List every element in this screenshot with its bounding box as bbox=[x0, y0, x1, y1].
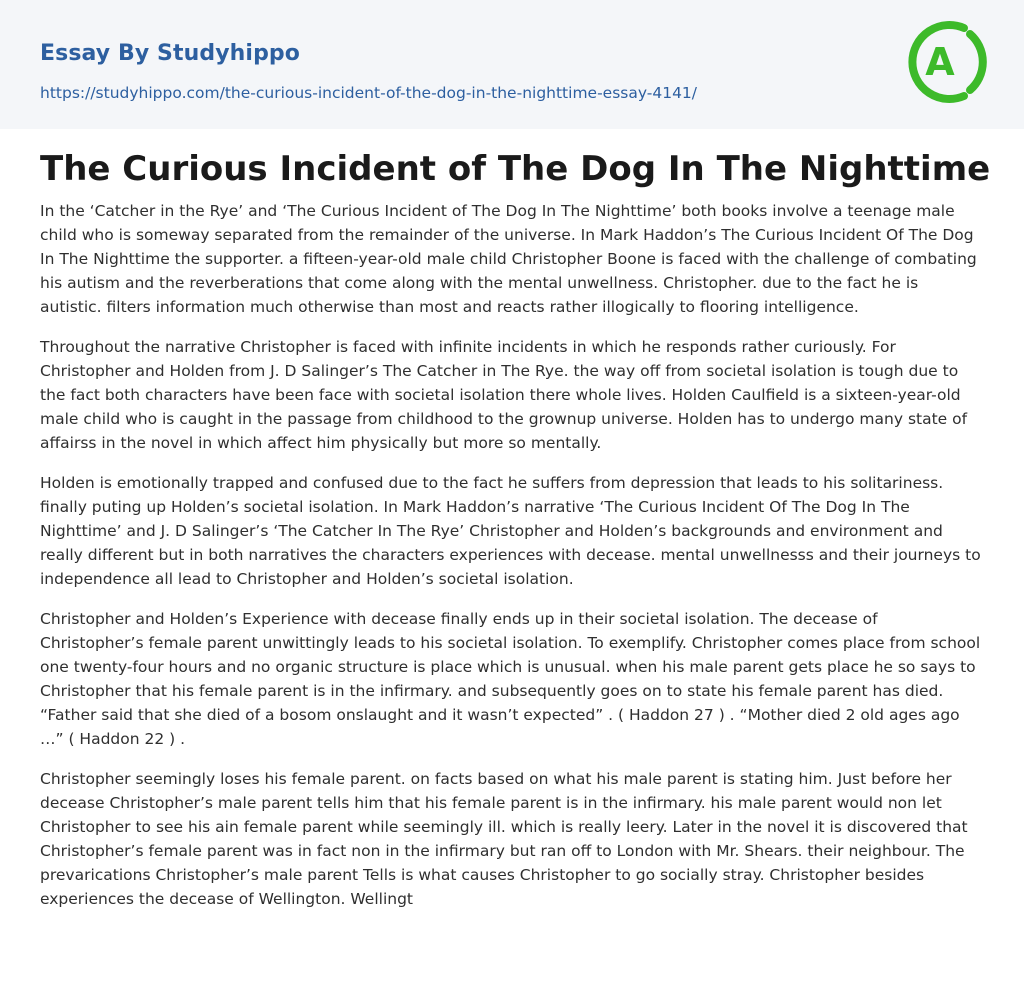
essay-paragraph-1: In the ‘Catcher in the Rye’ and ‘The Curious Incident of The Dog In The Nighttime’ both books involve a teenage male child who is someway separated from the remainder of the universe. In Mark Haddon’s The Curious Incident Of The Dog In The Nighttime the supporter. a fifteen-year-old male child Christopher Boone is faced with the challenge of combating his autism and the reverberations that come along with the mental unwellness. Christopher. due to the fact he is autistic. filters information much otherwise than most and reacts rather illogically to flooring intelligence. bbox=[40, 202, 977, 316]
essay-content bbox=[0, 149, 1024, 911]
essay-paragraph-5: Christopher seemingly loses his female parent. on facts based on what his male parent is stating him. Just before her decease Christopher’s male parent tells him that his female parent is in the infirmary. his male parent would non let Christopher to see his ain female parent while seemingly ill. which is really leery. Later in the novel it is discovered that Christopher’s female parent was in fact non in the infirmary but ran off to London with Mr. Shears. their neighbour. The prevarications Christopher’s male parent Tells is what causes Christopher to go socially stray. Christopher besides experiences the decease of Wellington. Wellingt bbox=[40, 770, 968, 908]
essay-title: The Curious Incident of The Dog In The Nighttime bbox=[40, 149, 991, 189]
studyhippo-logo-icon[interactable] bbox=[908, 17, 988, 107]
source-url-link[interactable]: https://studyhippo.com/the-curious-incident-of-the-dog-in-the-nighttime-essay-4141/ bbox=[40, 84, 698, 102]
logo-graphic bbox=[908, 17, 988, 107]
logo-letter: A bbox=[925, 40, 955, 84]
essay-paragraph-4: Christopher and Holden’s Experience with decease finally ends up in their societal isolation. The decease of Christopher’s female parent unwittingly leads to his societal isolation. To exemplify. Christopher comes place from school one twenty-four hours and no organic structure is place which is unusual. when his male parent gets place he so says to Christopher that his female parent is in the infirmary. and subsequently goes on to state his female parent has died. “Father said that she died of a bosom onslaught and it wasn’t expected” . ( Haddon 27 ) . “Mother died 2 old ages ago …” ( Haddon 22 ) . bbox=[40, 610, 981, 748]
essay-paragraph-2: Throughout the narrative Christopher is faced with infinite incidents in which he responds rather curiously. For Christopher and Holden from J. D Salinger’s The Catcher in The Rye. the way off from societal isolation is tough due to the fact both characters have been face with societal isolation there whole lives. Holden Caulfield is a sixteen-year-old male child who is caught in the passage from childhood to the grownup universe. Holden has to undergo many state of affairss in the novel in which affect him physically but more so mentally. bbox=[40, 338, 968, 452]
essay-paragraph-3: Holden is emotionally trapped and confused due to the fact he suffers from depression that leads to his solitariness. finally puting up Holden’s societal isolation. In Mark Haddon’s narrative ‘The Curious Incident Of The Dog In The Nighttime’ and J. D Salinger’s ‘The Catcher In The Rye’ Christopher and Holden’s backgrounds and environment and really different but in both narratives the characters experiences with decease. mental unwellnesss and their journeys to independence all lead to Christopher and Holden’s societal isolation. bbox=[40, 474, 981, 588]
site-header bbox=[0, 0, 1024, 129]
site-name[interactable]: Essay By Studyhippo bbox=[40, 41, 300, 66]
